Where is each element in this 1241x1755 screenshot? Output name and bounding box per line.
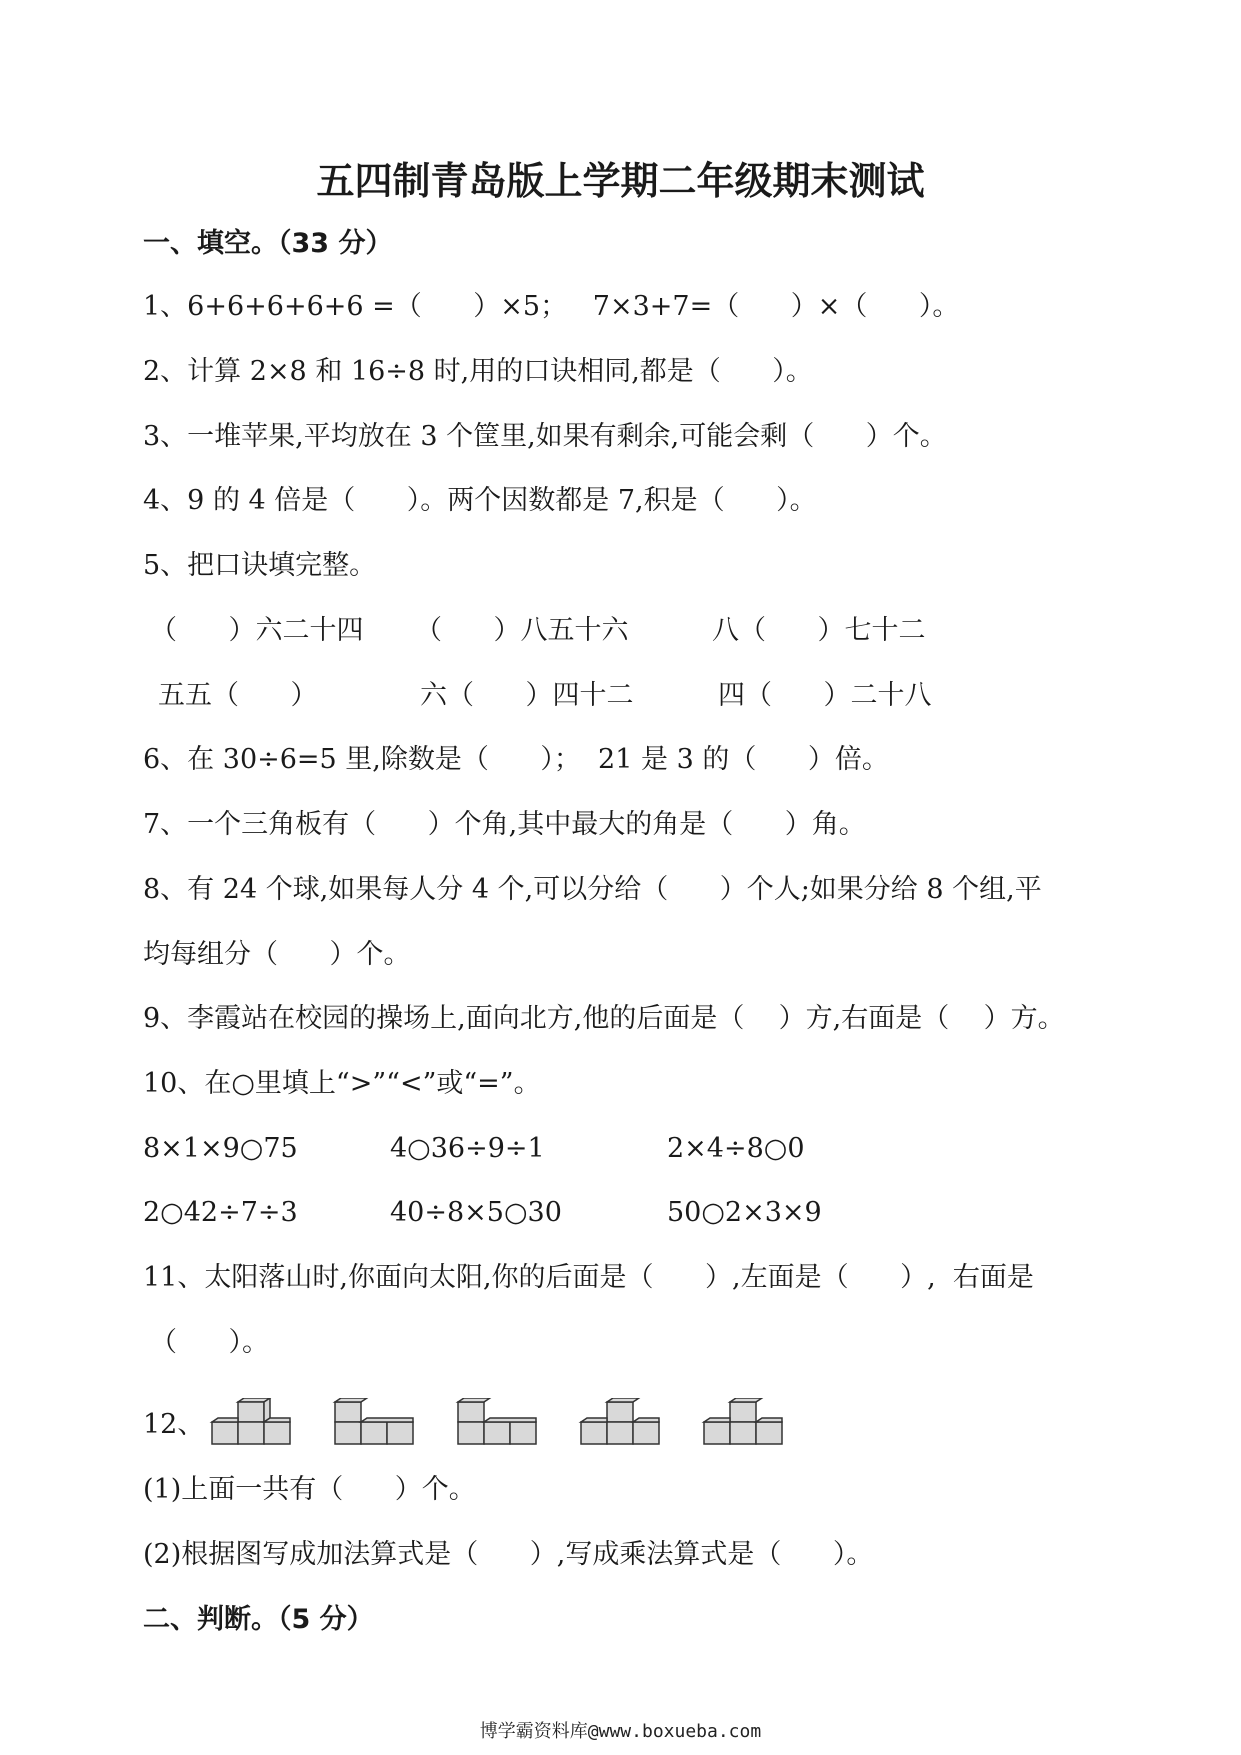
question-3: 3、一堆苹果,平均放在 3 个筐里,如果有剩余,可能会剩（ ）个。 (143, 421, 947, 452)
cube-stack-figure (454, 1398, 540, 1446)
q10-item: 4○36÷9÷1 (390, 1133, 545, 1164)
q10-item: 50○2×3×9 (667, 1197, 822, 1228)
question-6: 6、在 30÷6=5 里,除数是（ ）； 21 是 3 的（ ）倍。 (143, 744, 889, 775)
q5-item: 四（ ）二十八 (718, 680, 932, 711)
question-4: 4、9 的 4 倍是（ ）。两个因数都是 7,积是（ ）。 (143, 485, 817, 516)
q5-item: （ ）八五十六 (415, 615, 629, 646)
question-12: 12、 (143, 1409, 205, 1440)
cube-stack-figure (331, 1398, 417, 1446)
footer-watermark: 博学霸资料库@www.boxueba.com (479, 1721, 762, 1742)
question-10: 10、在○里填上“>”“<”或“=”。 (143, 1068, 541, 1099)
question-7: 7、一个三角板有（ ）个角,其中最大的角是（ ）角。 (143, 809, 866, 840)
cube-figures (208, 1398, 808, 1448)
question-12-part-2: (2)根据图写成加法算式是（ ）,写成乘法算式是（ ）。 (143, 1539, 874, 1570)
q5-item: 五五（ ） (158, 680, 318, 711)
question-11-line-2: （ ）。 (150, 1327, 269, 1358)
question-8-line-2: 均每组分（ ）个。 (143, 939, 411, 970)
question-11-line-1: 11、太阳落山时,你面向太阳,你的后面是（ ）,左面是（ ）, 右面是 (143, 1262, 1034, 1293)
q5-item: 八（ ）七十二 (712, 615, 926, 646)
q10-item: 2×4÷8○0 (667, 1133, 805, 1164)
cube-stack-figure (577, 1398, 663, 1446)
question-8-line-1: 8、有 24 个球,如果每人分 4 个,可以分给（ ）个人;如果分给 8 个组,平 (143, 874, 1042, 905)
q10-item: 40÷8×5○30 (390, 1197, 562, 1228)
question-2: 2、计算 2×8 和 16÷8 时,用的口诀相同,都是（ ）。 (143, 356, 813, 387)
question-12-part-1: (1)上面一共有（ ）个。 (143, 1474, 476, 1505)
cube-stack-figure (208, 1398, 294, 1446)
page-title: 五四制青岛版上学期二年级期末测试 (316, 159, 925, 203)
q10-item: 8×1×9○75 (143, 1133, 298, 1164)
question-5: 5、把口诀填完整。 (143, 550, 377, 581)
question-1: 1、6+6+6+6+6 =（ ）×5； 7×3+7=（ ）×（ ）。 (143, 291, 960, 322)
section-heading-fill-blank: 一、填空。（33 分） (143, 228, 393, 259)
q10-item: 2○42÷7÷3 (143, 1197, 298, 1228)
cube-stack-figure (700, 1398, 786, 1446)
section-heading-judgment: 二、判断。（5 分） (143, 1604, 374, 1635)
q5-item: （ ）六二十四 (150, 615, 364, 646)
q5-item: 六（ ）四十二 (420, 680, 634, 711)
question-9: 9、李霞站在校园的操场上,面向北方,他的后面是（ ）方,右面是（ ）方。 (143, 1003, 1065, 1034)
